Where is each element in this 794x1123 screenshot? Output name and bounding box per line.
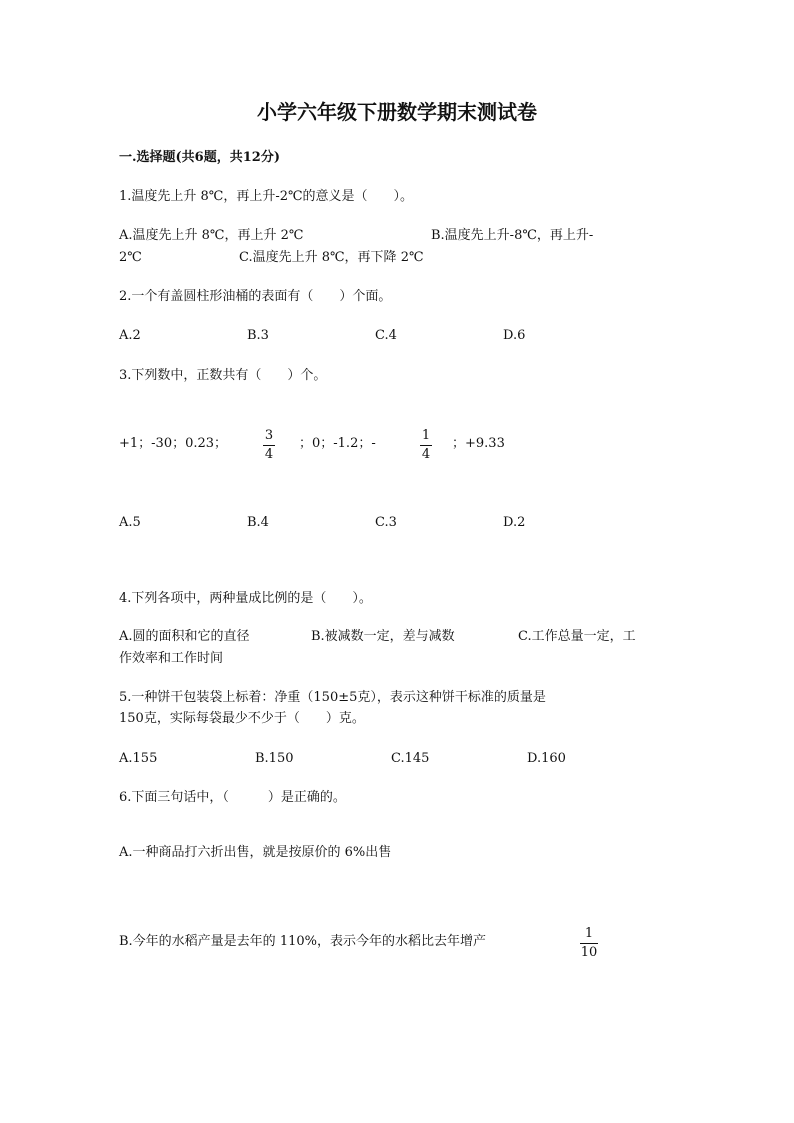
question-3-numbers-part-1: +1；-30；0.23； (119, 436, 228, 451)
question-4-option-c: C.工作总量一定，工 (518, 629, 636, 644)
question-3-option-a: A.5 (119, 515, 141, 530)
question-4-option-a: A.圆的面积和它的直径 (119, 629, 250, 644)
fraction-denominator: 4 (264, 447, 274, 462)
fraction-numerator: 3 (264, 428, 274, 443)
question-1-option-b: B.温度先上升-8℃，再上升- (431, 228, 594, 243)
question-3-numbers-part-2: ；0；-1.2；- (299, 436, 376, 451)
question-1-stem: 1.温度先上升 8℃，再上升-2℃的意义是（ ）。 (119, 189, 414, 204)
question-1-option-a: A.温度先上升 8℃，再上升 2℃ (119, 228, 304, 243)
question-5-option-c: C.145 (391, 751, 430, 766)
question-1-option-c: C.温度先上升 8℃，再下降 2℃ (239, 250, 424, 265)
question-5-option-a: A.155 (119, 751, 158, 766)
fraction-denominator: 4 (421, 447, 431, 462)
question-4-option-b: B.被减数一定，差与减数 (311, 629, 455, 644)
fraction-numerator: 1 (421, 428, 431, 443)
fraction-bar (580, 943, 598, 944)
fraction-numerator: 1 (584, 926, 594, 941)
page-title: 小学六年级下册数学期末测试卷 (257, 100, 537, 124)
question-2-option-d: D.6 (503, 328, 526, 343)
question-3-numbers-part-3: ；+9.33 (452, 436, 505, 451)
question-4-stem: 4.下列各项中，两种量成比例的是（ ）。 (119, 591, 372, 606)
section-heading: 一.选择题(共6题，共12分) (119, 150, 280, 165)
question-5-option-d: D.160 (527, 751, 566, 766)
question-3-option-b: B.4 (247, 515, 269, 530)
question-2-stem: 2.一个有盖圆柱形油桶的表面有（ ）个面。 (119, 289, 392, 304)
question-6-option-b-fraction (580, 927, 598, 960)
question-3-option-c: C.3 (375, 515, 397, 530)
question-5-stem-line-1: 5.一种饼干包装袋上标着：净重（150±5克），表示这种饼干标准的质量是 (119, 690, 546, 705)
question-2-option-c: C.4 (375, 328, 397, 343)
question-1-option-b-continued: 2℃ (119, 250, 142, 265)
fraction-bar (263, 445, 275, 446)
question-5-option-b: B.150 (255, 751, 294, 766)
question-6-stem: 6.下面三句话中，（ ）是正确的。 (119, 790, 346, 805)
question-3-fraction-2 (420, 429, 432, 462)
question-6-option-a: A.一种商品打六折出售，就是按原价的 6%出售 (119, 845, 392, 860)
fraction-denominator: 10 (580, 945, 598, 960)
question-3-stem: 3.下列数中，正数共有（ ）个。 (119, 368, 327, 383)
question-3-option-d: D.2 (503, 515, 526, 530)
question-5-stem-line-2: 150克，实际每袋最少不少于（ ）克。 (119, 711, 365, 726)
question-6-option-b: B.今年的水稻产量是去年的 110%，表示今年的水稻比去年增产 (119, 934, 486, 949)
fraction-bar (420, 445, 432, 446)
question-2-option-a: A.2 (119, 328, 141, 343)
question-3-fraction-1 (263, 429, 275, 462)
question-4-option-c-continued: 作效率和工作时间 (119, 651, 224, 666)
question-2-option-b: B.3 (247, 328, 269, 343)
